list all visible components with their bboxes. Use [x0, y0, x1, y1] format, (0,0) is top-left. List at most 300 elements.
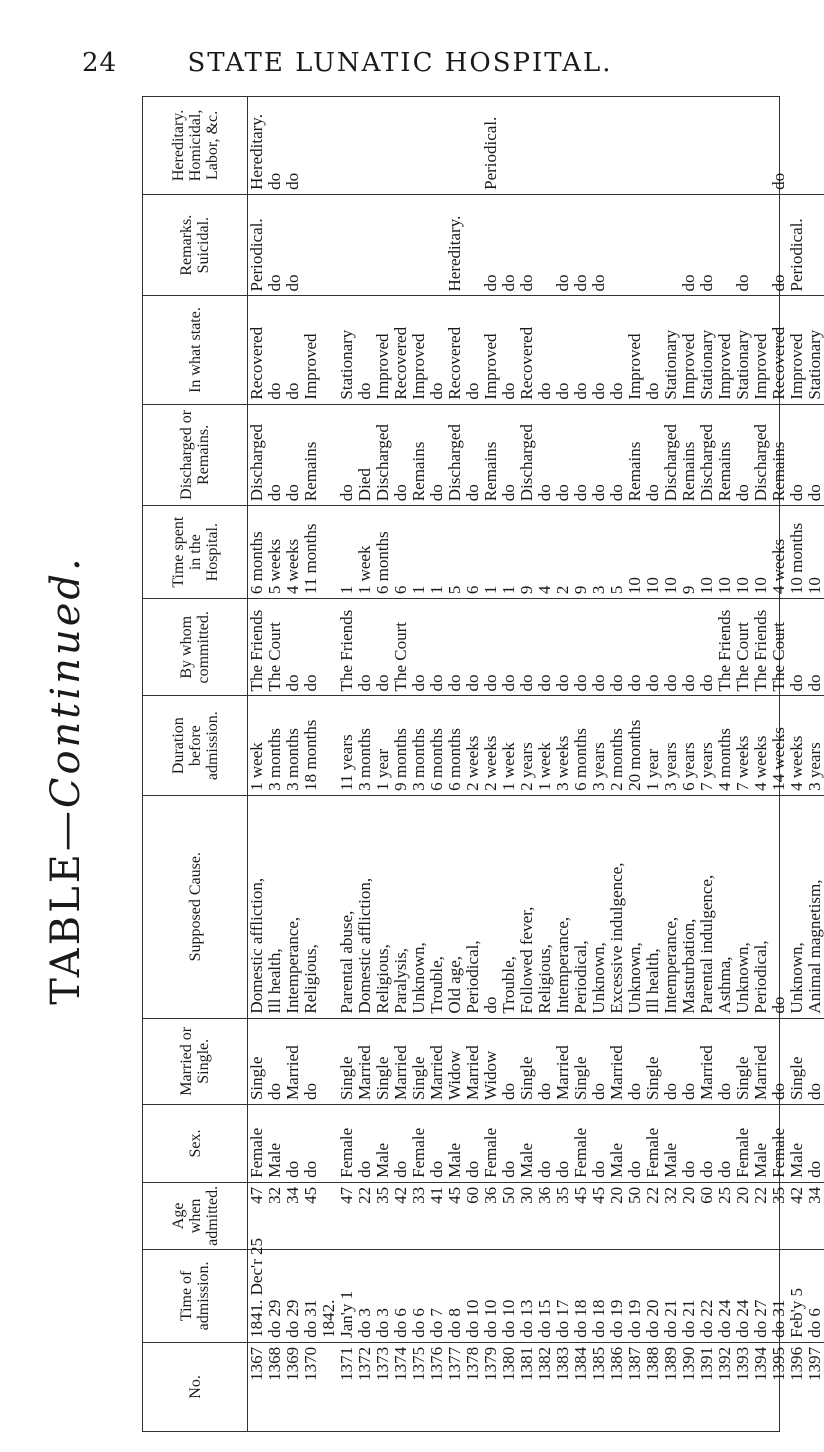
- cell-sex: do: [554, 1105, 572, 1183]
- cell-time: do 6: [392, 1249, 410, 1342]
- cell-time: do 8: [446, 1249, 464, 1342]
- cell-time: 1842.: [320, 1249, 338, 1342]
- cell-no: 1390: [680, 1342, 698, 1431]
- cell-dis: Discharged: [752, 404, 770, 506]
- cell-state: Stationary: [734, 296, 752, 404]
- cell-dis: do: [644, 404, 662, 506]
- table-title-suffix: —Continued.: [43, 555, 89, 852]
- cell-sex: do: [536, 1105, 554, 1183]
- cell-cause: Domestic affliction,: [248, 795, 267, 1018]
- cell-state: Stationary: [338, 296, 356, 404]
- cell-cause: Trouble,: [428, 795, 446, 1018]
- cell-married: do: [536, 1018, 554, 1104]
- cell-duration: 9 months: [392, 696, 410, 795]
- cell-by: do: [374, 599, 392, 696]
- cell-suicidal: do: [572, 194, 590, 296]
- cell-hered: do: [283, 172, 302, 190]
- table-row: [410, 97, 428, 1431]
- cell-suicidal: [464, 194, 482, 296]
- cell-suicidal: [752, 194, 770, 296]
- cell-no: [320, 1342, 338, 1431]
- cell-spent: 4 weeks: [284, 506, 302, 599]
- cell-no: 1367: [248, 1342, 267, 1431]
- cell-cause: Religious,: [374, 795, 392, 1018]
- cell-by: [320, 599, 338, 696]
- admissions-table: [143, 97, 824, 1431]
- cell-married: Widow: [482, 1018, 500, 1104]
- cell-time: do 20: [644, 1249, 662, 1342]
- cell-age: 32: [266, 1182, 284, 1249]
- cell-time: do 6: [410, 1249, 428, 1342]
- cell-dis: Remains: [770, 404, 788, 506]
- cell-duration: 2 months: [608, 696, 626, 795]
- cell-no: 1368: [266, 1342, 284, 1431]
- cell-married: Married: [608, 1018, 626, 1104]
- cell-time: do 22: [698, 1249, 716, 1342]
- cell-dis: do: [284, 404, 302, 506]
- cell-age: 36: [482, 1182, 500, 1249]
- cell-age: 34: [806, 1182, 824, 1249]
- cell-suicidal: [320, 194, 338, 296]
- cell-cause: Parental indulgence,: [698, 795, 716, 1018]
- cell-spent: 6 months: [374, 506, 392, 599]
- col-header-no: No.: [143, 1342, 248, 1431]
- cell-by: do: [500, 599, 518, 696]
- cell-cause: Parental abuse,: [338, 795, 356, 1018]
- cell-sex: do: [626, 1105, 644, 1183]
- cell-spent: 6: [392, 506, 410, 599]
- cell-dis: Remains: [680, 404, 698, 506]
- cell-age: 32: [662, 1182, 680, 1249]
- table-row: [608, 97, 626, 1431]
- cell-no: 1384: [572, 1342, 590, 1431]
- cell-hered: [644, 97, 662, 194]
- cell-married: do: [770, 1018, 788, 1104]
- cell-suicidal: do: [698, 194, 716, 296]
- cell-sex: do: [356, 1105, 374, 1183]
- cell-married: Married: [752, 1018, 770, 1104]
- cell-spent: 9: [518, 506, 536, 599]
- cell-cause: Excessive indulgence,: [608, 795, 626, 1018]
- cell-hered: [662, 97, 680, 194]
- cell-state: Improved: [788, 296, 806, 404]
- cell-dis: Discharged: [446, 404, 464, 506]
- cell-time: do 27: [752, 1249, 770, 1342]
- cell-duration: 4 weeks: [752, 696, 770, 795]
- cell-suicidal: [662, 194, 680, 296]
- cell-hered: [536, 97, 554, 194]
- cell-state: Improved: [374, 296, 392, 404]
- cell-spent: 1: [338, 506, 356, 599]
- cell-married: Widow: [446, 1018, 464, 1104]
- cell-state: Recovered: [770, 296, 788, 404]
- cell-married: [320, 1018, 338, 1104]
- cell-cause: Ill health,: [266, 795, 284, 1018]
- cell-by: The Friends: [716, 599, 734, 696]
- cell-no: 1381: [518, 1342, 536, 1431]
- page-header: [0, 48, 800, 88]
- cell-state: do: [590, 296, 608, 404]
- cell-hered: [626, 97, 644, 194]
- cell-by: do: [788, 599, 806, 696]
- cell-cause: Masturbation,: [680, 795, 698, 1018]
- cell-by: do: [806, 599, 824, 696]
- cell-by: do: [284, 599, 302, 696]
- cell-suicidal: [338, 194, 356, 296]
- cell-time: do 24: [734, 1249, 752, 1342]
- cell-dis: do: [590, 404, 608, 506]
- cell-cause: Trouble,: [500, 795, 518, 1018]
- cell-suicidal: do: [500, 194, 518, 296]
- cell-cause: Unknown,: [788, 795, 806, 1018]
- cell-married: do: [500, 1018, 518, 1104]
- table-row: [500, 97, 518, 1431]
- cell-dis: Remains: [410, 404, 428, 506]
- table-row: [302, 97, 320, 1431]
- cell-married: do: [626, 1018, 644, 1104]
- cell-no: 1369: [284, 1342, 302, 1431]
- cell-by: The Court: [734, 599, 752, 696]
- cell-married: do: [302, 1018, 320, 1104]
- cell-state: Stationary: [806, 296, 824, 404]
- cell-time: do 21: [680, 1249, 698, 1342]
- cell-hered: do: [265, 172, 284, 190]
- cell-state: Stationary: [662, 296, 680, 404]
- cell-sex: do: [464, 1105, 482, 1183]
- cell-dis: do: [572, 404, 590, 506]
- col-header-hereditary: Hereditary. Homicidal, Labor, &c.: [143, 97, 248, 194]
- cell-age: 34: [284, 1182, 302, 1249]
- table-row: [536, 97, 554, 1431]
- cell-state: Improved: [410, 296, 428, 404]
- cell-cause: Unknown,: [410, 795, 428, 1018]
- cell-no: 1394: [752, 1342, 770, 1431]
- cell-age: 45: [446, 1182, 464, 1249]
- cell-cause: Intemperance,: [662, 795, 680, 1018]
- cell-time: do 13: [518, 1249, 536, 1342]
- cell-cause: Periodical,: [572, 795, 590, 1018]
- cell-spent: [320, 506, 338, 599]
- cell-married: Married: [428, 1018, 446, 1104]
- header-row: [143, 97, 248, 1431]
- cell-age: 45: [572, 1182, 590, 1249]
- cell-age: 25: [716, 1182, 734, 1249]
- cell-suicidal: Periodical.: [248, 194, 267, 296]
- table-row: [248, 97, 267, 1431]
- table-row: [356, 97, 374, 1431]
- cell-time: do 15: [536, 1249, 554, 1342]
- cell-suicidal: do: [266, 194, 284, 296]
- cell-duration: 11 years: [338, 696, 356, 795]
- cell-sex: do: [680, 1105, 698, 1183]
- col-header-cause: Supposed Cause.: [143, 795, 248, 1018]
- cell-cause: Animal magnetism,: [806, 795, 824, 1018]
- cell-dis: do: [536, 404, 554, 506]
- cell-dis: do: [806, 404, 824, 506]
- cell-time: do 19: [608, 1249, 626, 1342]
- cell-duration: 1 year: [374, 696, 392, 795]
- cell-state: do: [536, 296, 554, 404]
- cell-duration: 7 weeks: [734, 696, 752, 795]
- cell-sex: do: [428, 1105, 446, 1183]
- cell-age: 35: [374, 1182, 392, 1249]
- cell-age: 50: [626, 1182, 644, 1249]
- cell-by: do: [410, 599, 428, 696]
- cell-by: do: [572, 599, 590, 696]
- cell-spent: 5 weeks: [266, 506, 284, 599]
- cell-cause: Followed fever,: [518, 795, 536, 1018]
- cell-state: Stationary: [698, 296, 716, 404]
- cell-time: do 10: [464, 1249, 482, 1342]
- table-row: [788, 97, 806, 1431]
- cell-by: do: [302, 599, 320, 696]
- cell-by: do: [626, 599, 644, 696]
- cell-by: do: [554, 599, 572, 696]
- cell-dis: do: [554, 404, 572, 506]
- cell-suicidal: [374, 194, 392, 296]
- cell-dis: do: [500, 404, 518, 506]
- running-title: STATE LUNATIC HOSPITAL.: [187, 48, 613, 78]
- cell-age: 60: [698, 1182, 716, 1249]
- cell-no: 1392: [716, 1342, 734, 1431]
- cell-time: do 29: [266, 1249, 284, 1342]
- cell-sex: Female: [572, 1105, 590, 1183]
- cell-hered: [428, 97, 446, 194]
- cell-hered: [464, 97, 482, 194]
- cell-spent: 3: [590, 506, 608, 599]
- cell-no: 1386: [608, 1342, 626, 1431]
- cell-dis: do: [428, 404, 446, 506]
- cell-no: 1388: [644, 1342, 662, 1431]
- table-row: [590, 97, 608, 1431]
- cell-dis: Died: [356, 404, 374, 506]
- cell-sex: Male: [608, 1105, 626, 1183]
- cell-dis: Discharged: [662, 404, 680, 506]
- col-header-age: Age when admitted.: [143, 1182, 248, 1249]
- cell-married: Married: [392, 1018, 410, 1104]
- cell-hered: do: [769, 172, 788, 190]
- cell-time: do 31: [302, 1249, 320, 1342]
- cell-married: Married: [698, 1018, 716, 1104]
- cell-spent: 10: [806, 506, 824, 599]
- cell-married: Married: [554, 1018, 572, 1104]
- cell-dis: [320, 404, 338, 506]
- table-row: [806, 97, 824, 1431]
- cell-duration: 20 months: [626, 696, 644, 795]
- cell-no: 1379: [482, 1342, 500, 1431]
- cell-duration: 18 months: [302, 696, 320, 795]
- cell-hered: [698, 97, 716, 194]
- cell-cause: Periodical,: [752, 795, 770, 1018]
- cell-suicidal: do: [518, 194, 536, 296]
- cell-dis: Discharged: [518, 404, 536, 506]
- cell-dis: Discharged: [248, 404, 267, 506]
- cell-duration: 3 months: [284, 696, 302, 795]
- cell-dis: Discharged: [374, 404, 392, 506]
- cell-suicidal: [608, 194, 626, 296]
- cell-by: The Friends: [752, 599, 770, 696]
- cell-spent: 6: [464, 506, 482, 599]
- cell-duration: 2 years: [518, 696, 536, 795]
- cell-age: 47: [248, 1182, 267, 1249]
- cell-married: Single: [248, 1018, 267, 1104]
- cell-by: do: [356, 599, 374, 696]
- cell-no: 1383: [554, 1342, 572, 1431]
- cell-by: do: [608, 599, 626, 696]
- cell-sex: Female: [248, 1105, 267, 1183]
- col-header-time-spent: Time spent in the Hospital.: [143, 506, 248, 599]
- cell-spent: 10: [626, 506, 644, 599]
- rotated-table: [143, 97, 824, 1431]
- cell-duration: 3 years: [662, 696, 680, 795]
- cell-married: Single: [374, 1018, 392, 1104]
- cell-duration: 3 years: [590, 696, 608, 795]
- cell-duration: 3 months: [266, 696, 284, 795]
- cell-hered: [500, 97, 518, 194]
- col-header-suicidal: Remarks. Suicidal.: [143, 194, 248, 296]
- table-row: [374, 97, 392, 1431]
- cell-time: do 31: [770, 1249, 788, 1342]
- cell-age: 30: [518, 1182, 536, 1249]
- cell-sex: Male: [266, 1105, 284, 1183]
- cell-age: 20: [734, 1182, 752, 1249]
- cell-cause: Periodical,: [464, 795, 482, 1018]
- cell-married: do: [662, 1018, 680, 1104]
- cell-duration: 4 months: [716, 696, 734, 795]
- cell-married: Single: [518, 1018, 536, 1104]
- cell-age: 35: [770, 1182, 788, 1249]
- page-number: 24: [82, 48, 118, 78]
- cell-married: do: [266, 1018, 284, 1104]
- cell-cause: Unknown,: [590, 795, 608, 1018]
- cell-age: 50: [500, 1182, 518, 1249]
- table-row: [266, 97, 284, 1431]
- cell-hered: [788, 97, 806, 194]
- cell-married: Single: [644, 1018, 662, 1104]
- cell-by: The Friends: [248, 599, 267, 696]
- table-frame: [142, 96, 824, 1432]
- cell-married: Married: [464, 1018, 482, 1104]
- cell-spent: 10: [644, 506, 662, 599]
- cell-time: do 6: [806, 1249, 824, 1342]
- cell-spent: 10: [662, 506, 680, 599]
- cell-duration: 4 weeks: [788, 696, 806, 795]
- cell-duration: 1 week: [248, 696, 267, 795]
- cell-hered: [392, 97, 410, 194]
- cell-duration: 2 weeks: [464, 696, 482, 795]
- cell-no: 1376: [428, 1342, 446, 1431]
- table-row: [752, 97, 770, 1431]
- cell-spent: 10: [752, 506, 770, 599]
- cell-spent: 1: [500, 506, 518, 599]
- cell-married: do: [806, 1018, 824, 1104]
- cell-married: do: [716, 1018, 734, 1104]
- cell-by: do: [446, 599, 464, 696]
- cell-duration: 7 years: [698, 696, 716, 795]
- cell-sex: Female: [734, 1105, 752, 1183]
- cell-cause: Unknown,: [734, 795, 752, 1018]
- cell-sex: do: [500, 1105, 518, 1183]
- cell-suicidal: [716, 194, 734, 296]
- cell-no: 1377: [446, 1342, 464, 1431]
- cell-cause: Unknown,: [626, 795, 644, 1018]
- cell-suicidal: do: [770, 194, 788, 296]
- cell-married: Married: [284, 1018, 302, 1104]
- cell-time: Feb'y 5: [788, 1249, 806, 1342]
- cell-age: 45: [590, 1182, 608, 1249]
- cell-by: do: [482, 599, 500, 696]
- cell-suicidal: [392, 194, 410, 296]
- cell-time: do 3: [374, 1249, 392, 1342]
- cell-by: do: [662, 599, 680, 696]
- cell-by: The Court: [266, 599, 284, 696]
- cell-spent: 4: [536, 506, 554, 599]
- cell-sex: Male: [518, 1105, 536, 1183]
- cell-no: 1374: [392, 1342, 410, 1431]
- cell-state: do: [428, 296, 446, 404]
- cell-duration: 3 months: [356, 696, 374, 795]
- cell-cause: Domestic affliction,: [356, 795, 374, 1018]
- col-header-duration: Duration before admission.: [143, 696, 248, 795]
- cell-time: do 10: [500, 1249, 518, 1342]
- cell-age: 45: [302, 1182, 320, 1249]
- cell-hered: Hereditary.: [247, 114, 266, 190]
- table-row: [428, 97, 446, 1431]
- col-header-discharged: Discharged or Remains.: [143, 404, 248, 506]
- cell-no: 1370: [302, 1342, 320, 1431]
- table-row: [626, 97, 644, 1431]
- cell-hered: [410, 97, 428, 194]
- cell-sex: Female: [770, 1105, 788, 1183]
- table-row: [320, 97, 338, 1431]
- cell-hered: [320, 97, 338, 194]
- cell-time: do 29: [284, 1249, 302, 1342]
- cell-hered: [716, 97, 734, 194]
- cell-no: 1385: [590, 1342, 608, 1431]
- cell-hered: [572, 97, 590, 194]
- cell-state: do: [500, 296, 518, 404]
- cell-by: do: [464, 599, 482, 696]
- cell-state: do: [464, 296, 482, 404]
- cell-spent: 1 week: [356, 506, 374, 599]
- cell-suicidal: do: [554, 194, 572, 296]
- cell-cause: do: [770, 795, 788, 1018]
- cell-sex: Female: [410, 1105, 428, 1183]
- cell-hered: [734, 97, 752, 194]
- cell-no: 1372: [356, 1342, 374, 1431]
- cell-age: 41: [428, 1182, 446, 1249]
- cell-sex: do: [302, 1105, 320, 1183]
- cell-married: do: [590, 1018, 608, 1104]
- cell-cause: [320, 795, 338, 1018]
- cell-sex: do: [806, 1105, 824, 1183]
- cell-age: 42: [392, 1182, 410, 1249]
- cell-spent: 10: [698, 506, 716, 599]
- cell-sex: Female: [644, 1105, 662, 1183]
- table-row: [770, 97, 788, 1431]
- cell-state: Improved: [482, 296, 500, 404]
- cell-state: do: [284, 296, 302, 404]
- cell-time: do 18: [572, 1249, 590, 1342]
- cell-state: Improved: [680, 296, 698, 404]
- table-row: [572, 97, 590, 1431]
- cell-age: [320, 1182, 338, 1249]
- cell-hered: [680, 97, 698, 194]
- cell-age: 20: [608, 1182, 626, 1249]
- cell-spent: 9: [572, 506, 590, 599]
- cell-sex: [320, 1105, 338, 1183]
- cell-no: 1375: [410, 1342, 428, 1431]
